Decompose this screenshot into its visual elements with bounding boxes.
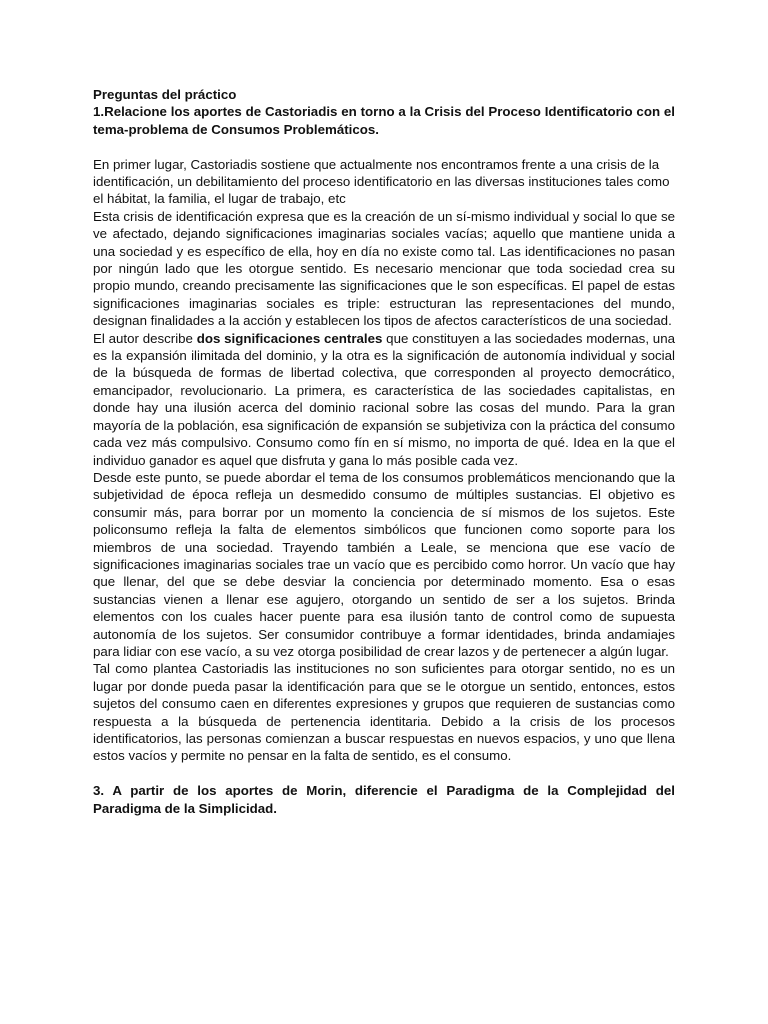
paragraph-2: Esta crisis de identificación expresa que es la creación de un sí-mismo individual y social lo que se ve afectado, dejando significaciones imaginarias sociales vacías; aquello que mantiene unida a una sociedad y es específico de ella, hoy en día no existe como tal. Las identificaciones no pasan por ningún lado que les otorgue sentido. Es necesario mencionar que toda sociedad crea su propio mundo, creando precisamente las significaciones que le son específicas. El papel de estas significaciones imaginarias sociales es triple: estructuran las representaciones del mundo, designan finalidades a la acción y establecen los tipos de afectos característicos de una sociedad.: [93, 208, 675, 329]
document-page: [93, 86, 675, 817]
paragraph-5: Tal como plantea Castoriadis las instituciones no son suficientes para otorgar sentido, no es un lugar por donde pueda pasar la identificación para que se le otorgue un sentido, entonces, estos sujetos del consumo caen en diferentes expresiones y grupos que requieren de sustancias como respuesta a la búsqueda de pertenencia identitaria. Debido a la crisis de los procesos identificatorios, las personas comienzan a buscar respuestas en nuevos espacios, y uno que llena estos vacíos y permite no pensar en la falta de sentido, es el consumo.: [93, 661, 675, 764]
paragraph-3-rest: que constituyen a las sociedades modernas, una es la expansión ilimitada del dominio, y la otra es la significación de autonomía individual y social de la búsqueda de formas de libertad colectiva, que corresponden al proyecto democrático, emancipador, revolucionario. La primera, es característica de las sociedades capitalistas, en donde hay una ilusión acerca del dominio racional sobre las cosas del mundo. Para la gran mayoría de la población, esa significación de expansión se subjetiviza con la práctica del consumo cada vez más compulsivo. Consumo como fín en sí mismo, no importa de qué. Idea en la que el individuo ganador es aquel que disfruta y gana lo más posible cada vez.: [93, 330, 675, 468]
paragraph-3-start: El autor describe: [93, 330, 197, 346]
spacer: [93, 765, 675, 782]
paragraph-3: [93, 330, 675, 469]
spacer: [93, 138, 675, 155]
question-1: 1.Relacione los aportes de Castoriadis en torno a la Crisis del Proceso Identificatorio con el tema-problema de Consumos Problemáticos.: [93, 104, 675, 137]
paragraph-1: En primer lugar, Castoriadis sostiene que actualmente nos encontramos frente a una crisis de la identificación, un debilitamiento del proceso identificatorio en las diversas instituciones tales como el hábitat, la familia, el lugar de trabajo, etc: [93, 156, 670, 207]
paragraph-4: Desde este punto, se puede abordar el tema de los consumos problemáticos mencionando que la subjetividad de época refleja un desmedido consumo de múltiples sustancias. El objetivo es consumir más, para borrar por un momento la conciencia de sí mismos de los sujetos. Este policonsumo refleja la falta de elementos simbólicos que funcionen como soporte para los miembros de una sociedad. Trayendo también a Leale, se menciona que ese vacío de significaciones imaginarias sociales trae un vacío que es percibido como horror. Un vacío que hay que llenar, del que se debe desviar la conciencia por determinado momento. Esa o esas sustancias vienen a llenar ese agujero, otorgando un sentido de ser a los sujetos. Brinda elementos con los cuales hacer puente para esa ilusión tanto de control como de supuesta autonomía de los sujetos. Ser consumidor contribuye a formar identidades, brinda andamiajes para lidiar con ese vacío, a su vez otorga posibilidad de crear lazos y de pertenecer a algún lugar.: [93, 469, 675, 659]
paragraph-3-bold-phrase: dos significaciones centrales: [196, 330, 383, 346]
document-heading: Preguntas del práctico: [93, 87, 237, 102]
question-3: 3. A partir de los aportes de Morin, diferencie el Paradigma de la Complejidad del Paradigma de la Simplicidad.: [93, 783, 675, 816]
